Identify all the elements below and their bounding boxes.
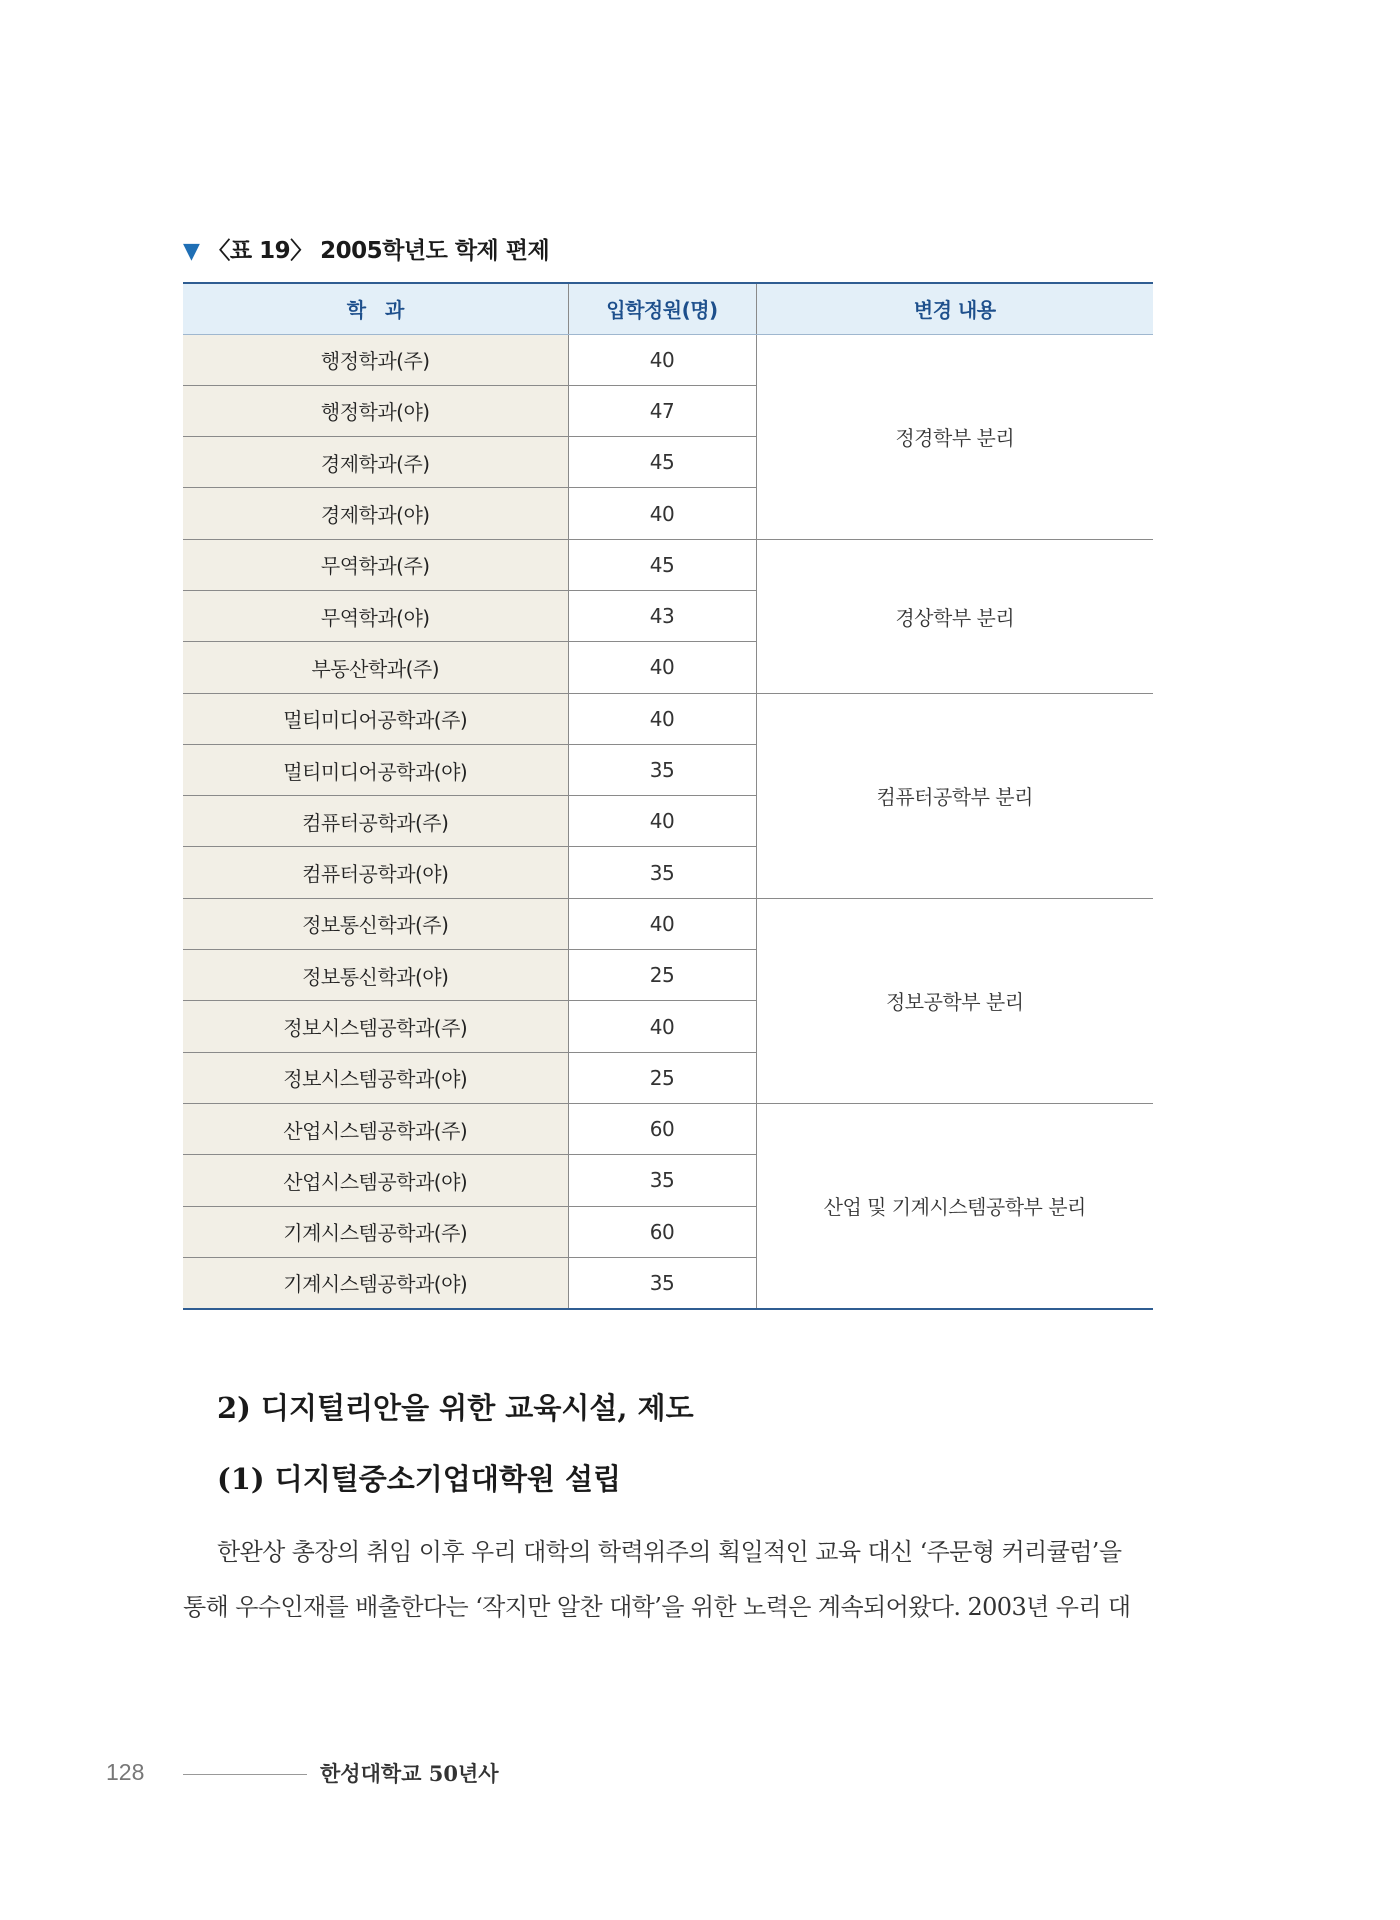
quota-cell: 40: [568, 1001, 756, 1052]
dept-cell: 기계시스템공학과(야): [183, 1257, 568, 1308]
dept-cell: 부동산학과(주): [183, 642, 568, 693]
section-subheading: (1) 디지털중소기업대학원 설립: [217, 1462, 621, 1496]
quota-cell: 40: [568, 796, 756, 847]
quota-cell: 40: [568, 334, 756, 385]
change-cell: 산업 및 기계시스템공학부 분리: [756, 1103, 1153, 1308]
quota-cell: 45: [568, 539, 756, 590]
dept-cell: 멀티미디어공학과(주): [183, 693, 568, 744]
table-row: [183, 898, 1153, 949]
triangle-down-icon: ▼: [183, 239, 200, 264]
quota-cell: 47: [568, 385, 756, 436]
dept-cell: 산업시스템공학과(야): [183, 1155, 568, 1206]
table-header-row: [183, 283, 1153, 334]
table-row: [183, 539, 1153, 590]
header-quota: 입학정원(명): [568, 283, 756, 334]
quota-cell: 60: [568, 1206, 756, 1257]
quota-cell: 60: [568, 1103, 756, 1154]
table-row: [183, 1103, 1153, 1154]
dept-cell: 무역학과(야): [183, 590, 568, 641]
quota-cell: 35: [568, 1155, 756, 1206]
dept-cell: 산업시스템공학과(주): [183, 1103, 568, 1154]
table-row: [183, 334, 1153, 385]
quota-cell: 35: [568, 847, 756, 898]
change-cell: 정경학부 분리: [756, 334, 1153, 539]
page-number: 128: [106, 1759, 145, 1785]
quota-cell: 35: [568, 1257, 756, 1308]
table-caption: [183, 232, 549, 265]
dept-cell: 정보시스템공학과(야): [183, 1052, 568, 1103]
table-row: [183, 693, 1153, 744]
book-title: 한성대학교 50년사: [320, 1761, 499, 1786]
curriculum-table: [183, 282, 1153, 1310]
dept-cell: 경제학과(야): [183, 488, 568, 539]
quota-cell: 35: [568, 744, 756, 795]
footer-divider: [183, 1774, 307, 1775]
dept-cell: 정보통신학과(주): [183, 898, 568, 949]
dept-cell: 멀티미디어공학과(야): [183, 744, 568, 795]
table-caption-text: 〈표 19〉 2005학년도 학제 편제: [207, 238, 550, 264]
quota-cell: 43: [568, 590, 756, 641]
paragraph-line-2: 통해 우수인재를 배출한다는 ‘작지만 알찬 대학’을 위한 노력은 계속되어왔다. 2003년 우리 대: [183, 1593, 1131, 1621]
dept-cell: 행정학과(주): [183, 334, 568, 385]
header-change: 변경 내용: [756, 283, 1153, 334]
quota-cell: 40: [568, 898, 756, 949]
dept-cell: 컴퓨터공학과(주): [183, 796, 568, 847]
quota-cell: 40: [568, 693, 756, 744]
quota-cell: 40: [568, 488, 756, 539]
quota-cell: 40: [568, 642, 756, 693]
dept-cell: 경제학과(주): [183, 437, 568, 488]
quota-cell: 45: [568, 437, 756, 488]
dept-cell: 정보시스템공학과(주): [183, 1001, 568, 1052]
change-cell: 경상학부 분리: [756, 539, 1153, 693]
paragraph-line-1: 한완상 총장의 취임 이후 우리 대학의 학력위주의 획일적인 교육 대신 ‘주문형 커리큘럼’을: [217, 1538, 1122, 1566]
dept-cell: 행정학과(야): [183, 385, 568, 436]
quota-cell: 25: [568, 950, 756, 1001]
change-cell: 정보공학부 분리: [756, 898, 1153, 1103]
change-cell: 컴퓨터공학부 분리: [756, 693, 1153, 898]
section-heading: 2) 디지털리안을 위한 교육시설, 제도: [217, 1391, 694, 1425]
dept-cell: 정보통신학과(야): [183, 950, 568, 1001]
dept-cell: 기계시스템공학과(주): [183, 1206, 568, 1257]
dept-cell: 무역학과(주): [183, 539, 568, 590]
quota-cell: 25: [568, 1052, 756, 1103]
dept-cell: 컴퓨터공학과(야): [183, 847, 568, 898]
header-dept: 학 과: [183, 283, 568, 334]
